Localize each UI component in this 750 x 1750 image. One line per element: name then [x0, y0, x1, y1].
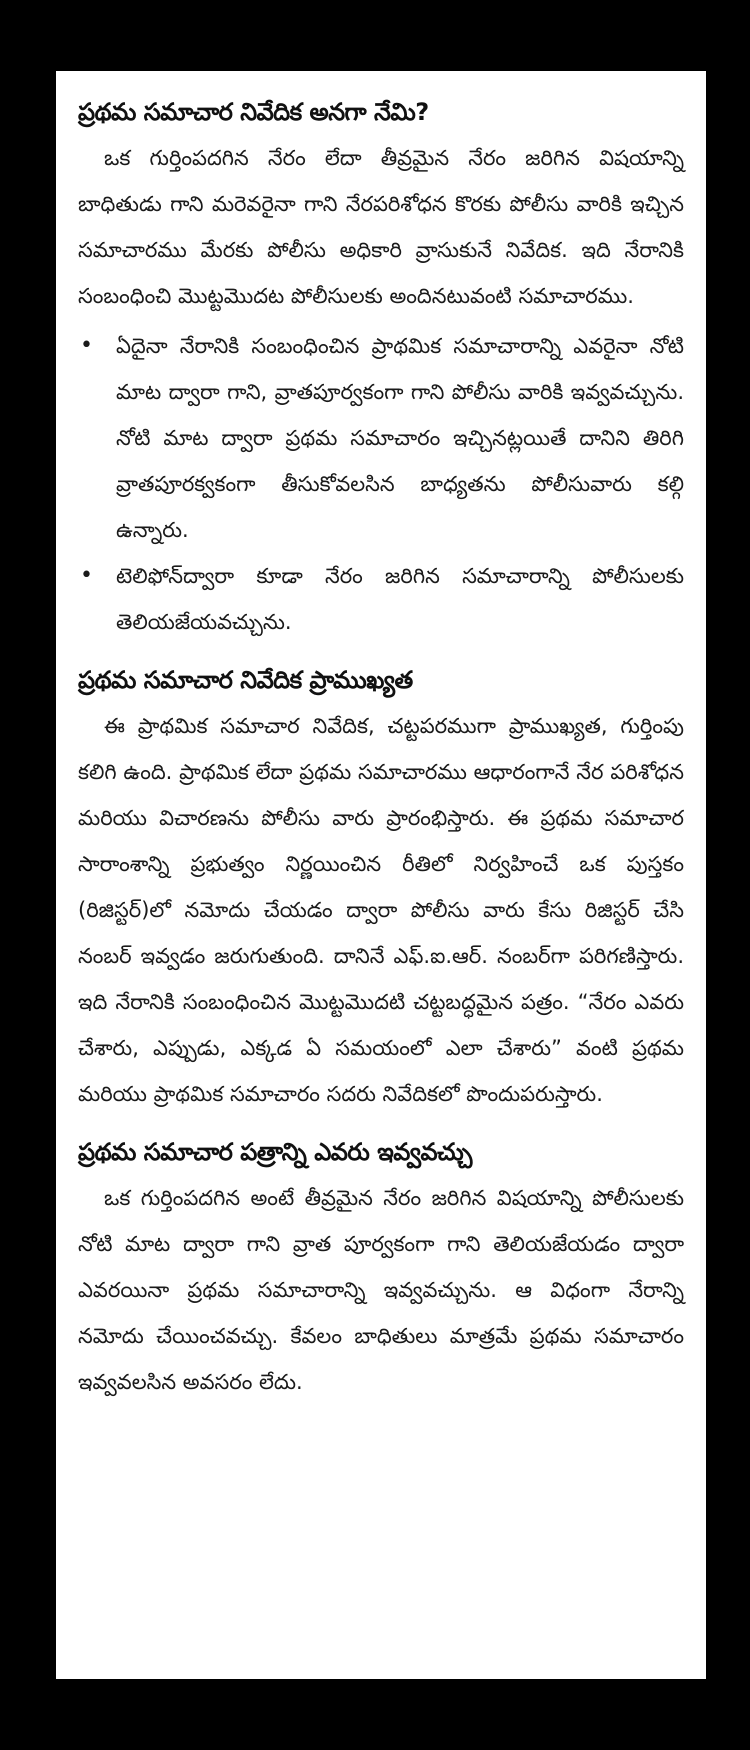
list-item — [78, 553, 684, 645]
section-paragraph-what-is-fir: ఒక గుర్తింపదగిన నేరం లేదా తీవ్రమైన నేరం జరిగిన విషయాన్ని బాధితుడు గాని మరెవరైనా గాని నేరపరిశోధన కొరకు పోలీసు వారికి ఇచ్చిన సమాచారము మేరకు పోలీసు అధికారి వ్రాసుకునే నివేదిక. ఇది నేరానికి సంబంధించి మొట్టమొదట పోలీసులకు అందినటువంటి సమాచారము. — [78, 146, 684, 308]
bullet-text: టెలిఫోన్‌ద్వారా కూడా నేరం జరిగిన సమాచారాన్ని పోలీసులకు తెలియజేయవచ్చును. — [116, 564, 684, 634]
bullet-icon: • — [80, 333, 93, 358]
section-heading-what-is-fir: ప్రథమ సమాచార నివేదిక అనగా నేమి? — [78, 98, 429, 126]
section-paragraph-who-can-give: ఒక గుర్తింపదగిన అంటే తీవ్రమైన నేరం జరిగిన విషయాన్ని పోలీసులకు నోటి మాట ద్వారా గాని వ్రాత పూర్వకంగా గాని తెలియజేయడం ద్వారా ఎవరయినా ప్రథమ సమాచారాన్ని ఇవ్వవచ్చును. ఆ విధంగా నేరాన్ని నమోదు చేయించవచ్చు. కేవలం బాధితులు మాత్రమే ప్రథమ సమాచారం ఇవ్వవలసిన అవసరం లేదు. — [78, 1186, 684, 1394]
section-heading-fir-importance: ప్రథమ సమాచార నివేదిక ప్రాముఖ్యత — [78, 666, 413, 694]
section-heading-who-can-give: ప్రథమ సమాచార పత్రాన్ని ఎవరు ఇవ్వవచ్చు — [78, 1138, 472, 1166]
list-item — [78, 323, 684, 553]
bullet-list — [78, 323, 684, 645]
bullet-icon: • — [80, 563, 93, 588]
bullet-text: ఏదైనా నేరానికి సంబంధించిన ప్రాథమిక సమాచారాన్ని ఎవరైనా నోటి మాట ద్వారా గాని, వ్రాతపూర్వకంగా గాని పోలీసు వారికి ఇవ్వవచ్చును. నోటి మాట ద్వారా ప్రథమ సమాచారం ఇచ్చినట్లయితే దానిని తిరిగి వ్రాతపూరక్వకంగా తీసుకోవలసిన బాధ్యతను పోలీసువారు కల్గి ఉన్నారు. — [116, 334, 684, 542]
section-paragraph-fir-importance: ఈ ప్రాథమిక సమాచార నివేదిక, చట్టపరముగా ప్రాముఖ్యత, గుర్తింపు కలిగి ఉంది. ప్రాథమిక లేదా ప్రథమ సమాచారము ఆధారంగానే నేర పరిశోధన మరియు విచారణను పోలీసు వారు ప్రారంభిస్తారు. ఈ ప్రథమ సమాచార సారాంశాన్ని ప్రభుత్వం నిర్ణయించిన రీతిలో నిర్వహించే ఒక పుస్తకం (రిజిస్టర్)లో నమోదు చేయడం ద్వారా పోలీసు వారు కేసు రిజిస్టర్ చేసి నంబర్ ఇవ్వడం జరుగుతుంది. దానినే ఎఫ్.ఐ.ఆర్. నంబర్‌గా పరిగణిస్తారు. ఇది నేరానికి సంబంధించిన మొట్టమొదటి చట్టబద్ధమైన పత్రం. “నేరం ఎవరు చేశారు, ఎప్పుడు, ఎక్కడ ఏ సమయంలో ఎలా చేశారు” వంటి ప్రథమ మరియు ప్రాథమిక సమాచారం సదరు నివేదికలో పొందుపరుస్తారు. — [78, 714, 684, 1106]
document-page — [56, 71, 706, 1679]
